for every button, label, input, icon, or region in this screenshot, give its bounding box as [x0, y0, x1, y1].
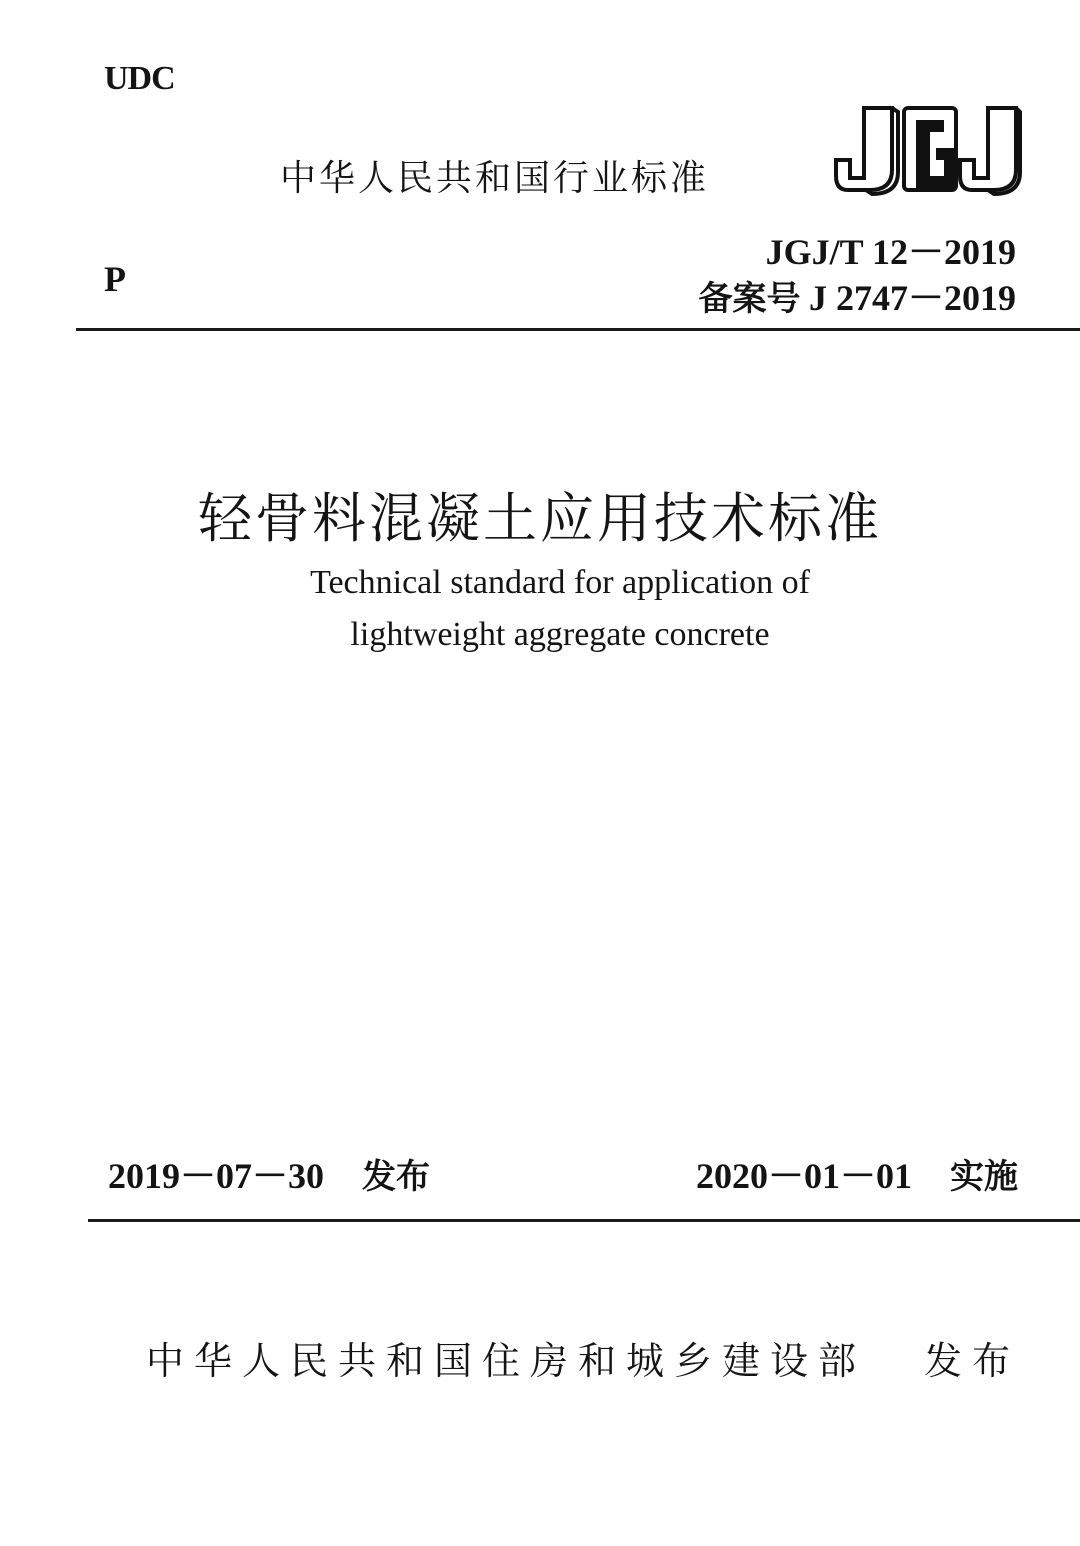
filing-number-line	[698, 270, 1016, 321]
industry-standard-heading: 中华人民共和国行业标准	[280, 158, 710, 199]
implementation-label: 实施	[950, 1157, 1018, 1197]
jgj-logo-letter-j2	[960, 108, 1020, 194]
jgj-logo	[832, 100, 1022, 196]
standard-code: JGJ/T 12－2019	[765, 232, 1016, 272]
top-divider	[76, 328, 1080, 331]
standard-title-chinese: 轻骨料混凝土应用技术标准	[198, 487, 882, 550]
issue-label: 发布	[362, 1157, 431, 1197]
udc-label: UDC	[104, 60, 175, 97]
filing-label: 备案号	[698, 281, 801, 318]
publisher-name: 中华人民共和国住房和城乡建设部	[146, 1339, 867, 1383]
standard-title-english-line1: Technical standard for application of	[310, 564, 810, 601]
publisher-line	[146, 1330, 1020, 1385]
publish-label: 发布	[924, 1339, 1021, 1383]
classification-code: P	[104, 259, 126, 299]
issue-date: 2019－07－30	[108, 1156, 325, 1196]
jgj-logo-letter-j1	[836, 108, 898, 194]
filing-number: J 2747－2019	[808, 278, 1016, 318]
standard-title-english-line2: lightweight aggregate concrete	[350, 616, 770, 653]
issue-date-block	[108, 1148, 430, 1199]
bottom-divider	[88, 1219, 1080, 1222]
jgj-logo-letter-g	[904, 108, 956, 190]
implementation-date-block	[696, 1148, 1018, 1199]
implementation-date: 2020－01－01	[695, 1156, 912, 1196]
